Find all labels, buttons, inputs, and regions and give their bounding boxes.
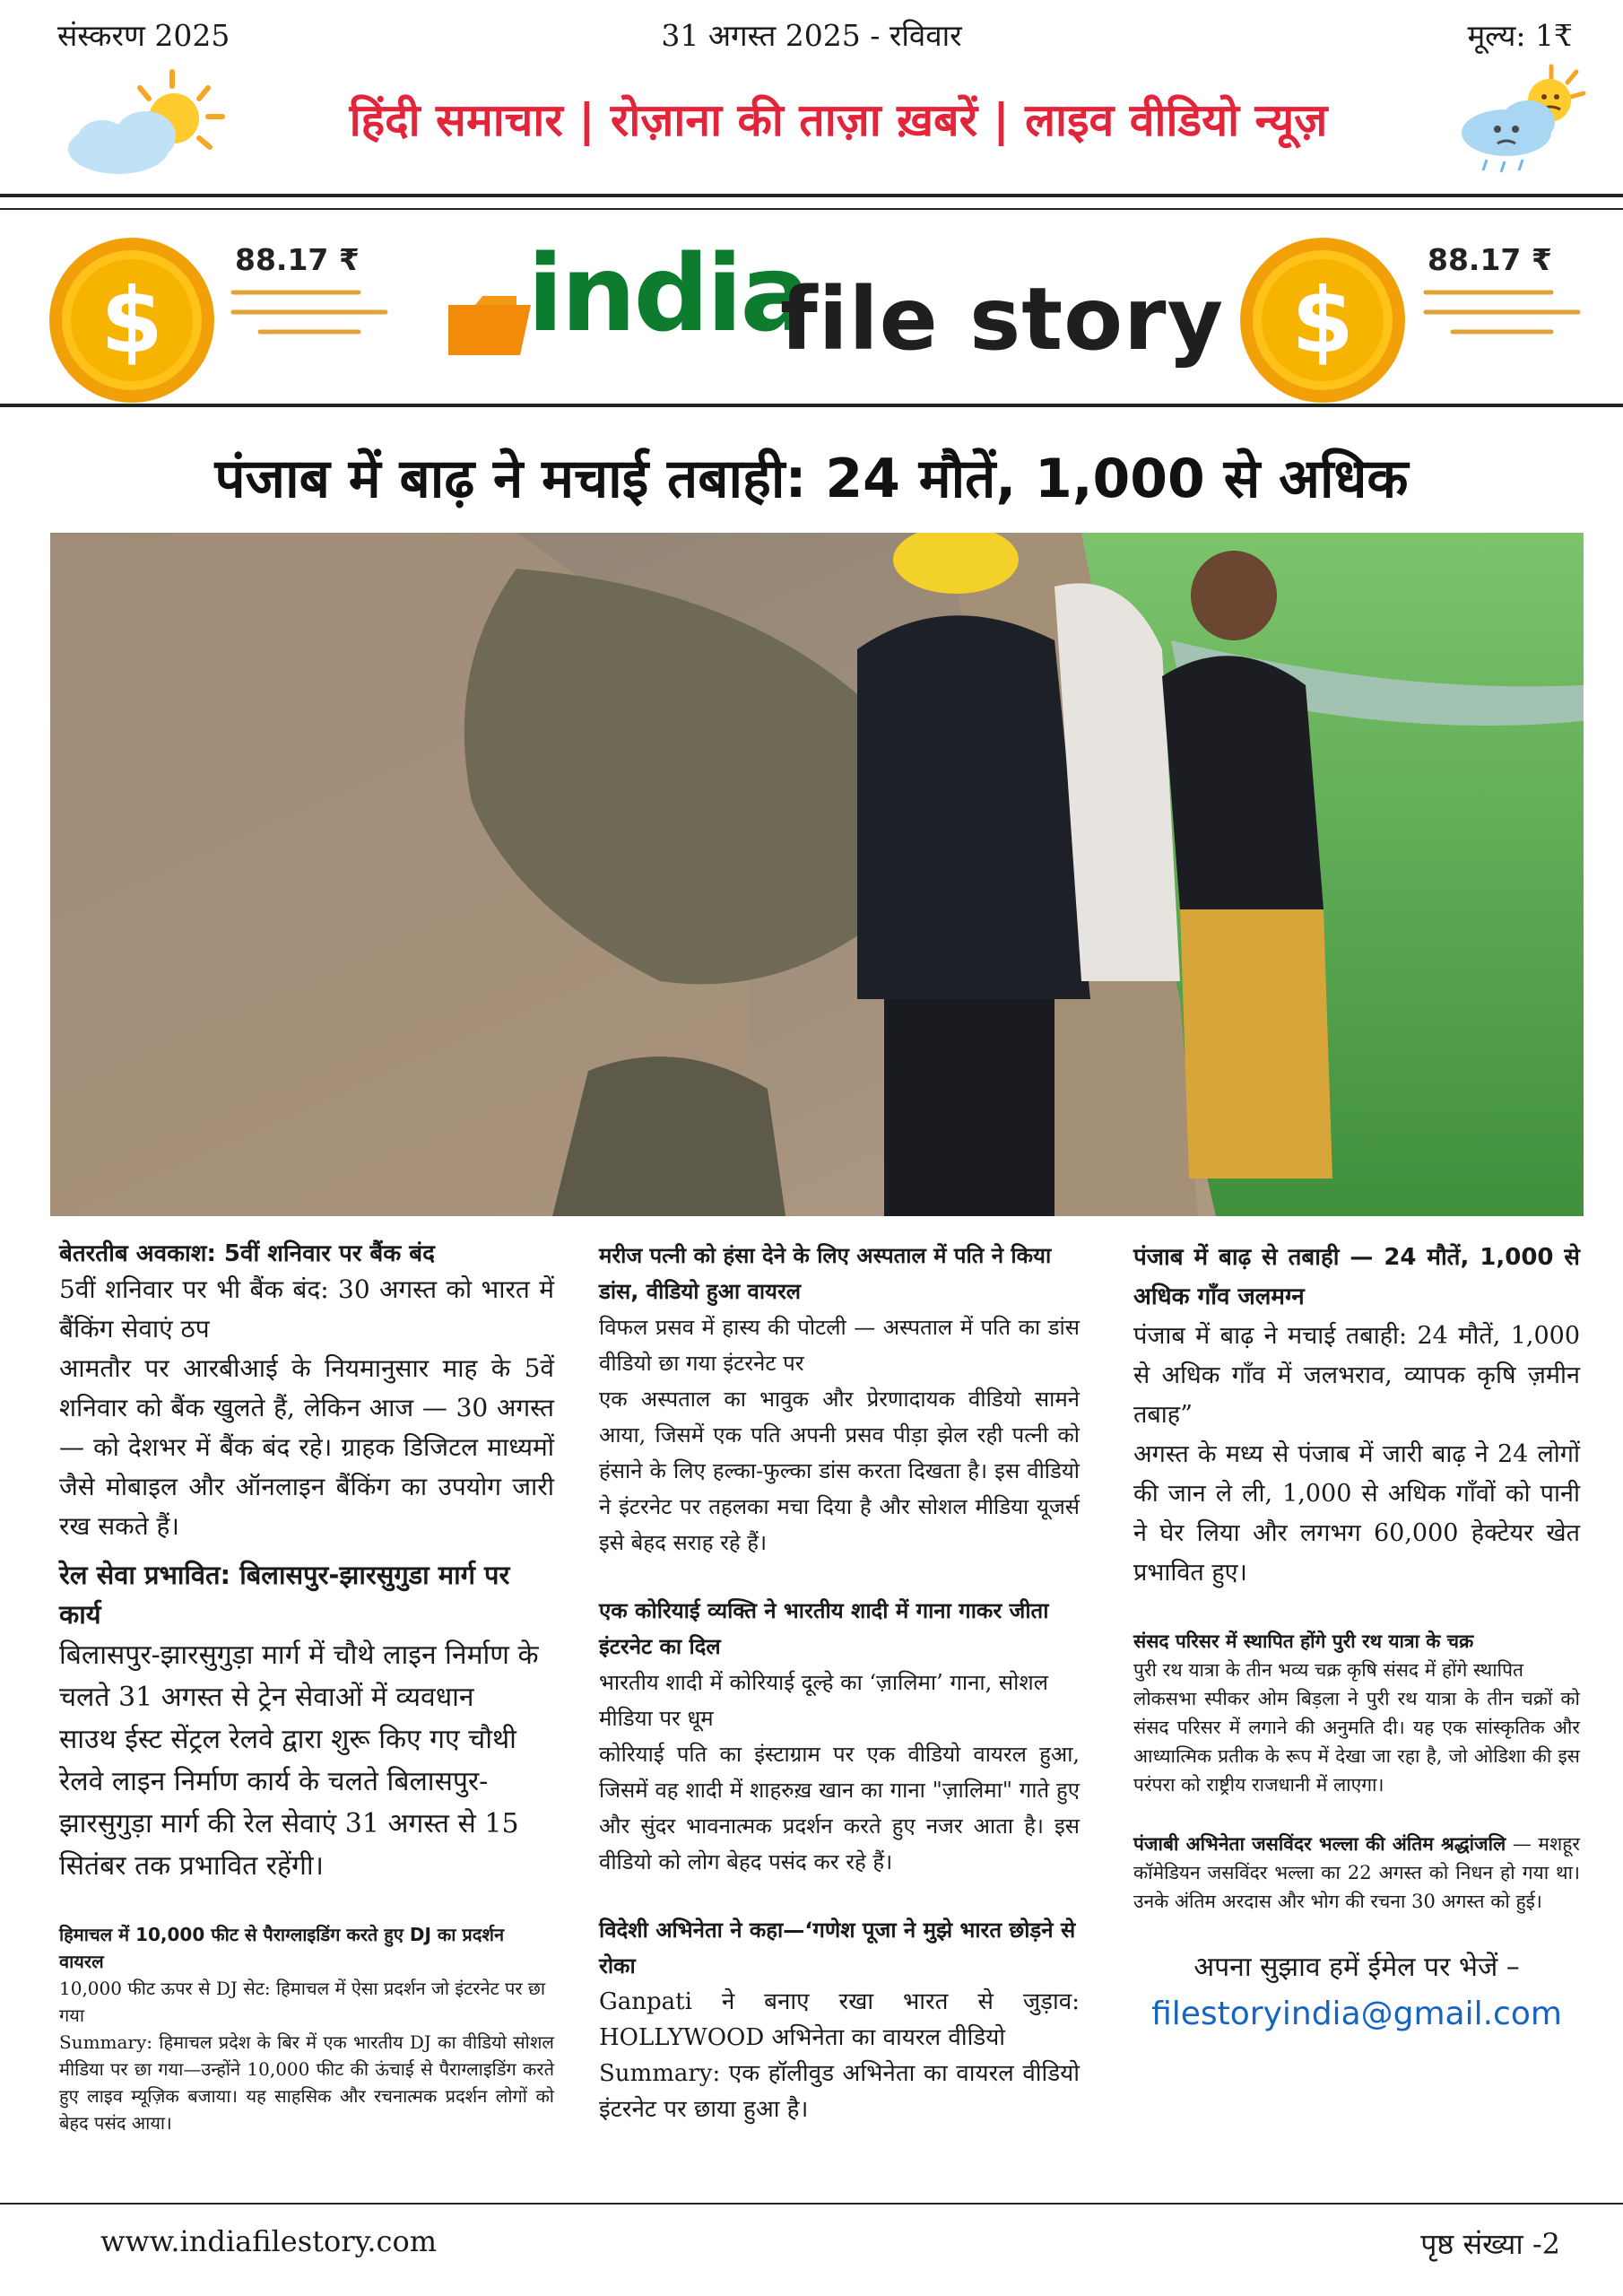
- rate-left: 88.17 ₹: [235, 242, 360, 277]
- article-korean-title: एक कोरियाई व्यक्ति ने भारतीय शादी में गाना गाकर जीता इंटरनेट का दिल: [599, 1598, 1049, 1659]
- svg-text:$: $: [100, 268, 163, 373]
- masthead-rule: [0, 404, 1623, 407]
- rate-right: 88.17 ₹: [1428, 242, 1552, 277]
- article-hospital-title: मरीज पत्नी को हंसा देने के लिए अस्पताल में पति ने किया डांस, वीडियो हुआ वायरल: [599, 1243, 1052, 1304]
- tagline-banner: हिंदी समाचार | रोज़ाना की ताज़ा ख़बरें | लाइव वीडियो न्यूज़: [349, 94, 1328, 146]
- contact-email-link[interactable]: filestoryindia@gmail.com: [1151, 1996, 1562, 2032]
- article-punjab-title: पंजाब में बाढ़ से तबाही — 24 मौतें, 1,000 से अधिक गाँव जलमग्न: [1133, 1244, 1580, 1310]
- suggestion-text: अपना सुझाव हमें ईमेल पर भेजें –: [1193, 1952, 1520, 1983]
- folder-icon: [445, 289, 534, 361]
- article-actor-subtitle: Ganpati ने बनाए रखा भारत से जुड़ाव: HOLLYWOOD अभिनेता का वायरल वीडियो: [599, 1988, 1080, 2051]
- coin-dollar-icon-left: [47, 235, 217, 405]
- speed-lines-left: [224, 285, 395, 339]
- article-hospital-subtitle: विफल प्रसव में हास्य की पोटली — अस्पताल में पति का डांस वीडियो छा गया इंटरनेट पर: [599, 1315, 1080, 1376]
- column-1: [59, 1238, 554, 2136]
- article-korean-body: कोरियाई पति का इंस्टाग्राम पर एक वीडियो वायरल हुआ, जिसमें वह शादी में शाहरुख़ खान का गाना "ज़ालिमा" गाते हुए और सुंदर भावनात्मक प्रदर्शन करते हुए नजर आता है। इस वीडियो को लोग बेहद पसंद कर रहे हैं।: [599, 1742, 1080, 1874]
- page-number: पृष्ठ संख्या -2: [1420, 2227, 1560, 2261]
- article-dj-subtitle: 10,000 फीट ऊपर से DJ सेट: हिमाचल में ऐसा प्रदर्शन जो इंटरनेट पर छा गया: [59, 1978, 546, 2026]
- logo-file-story: file story: [780, 269, 1225, 370]
- article-rail-subtitle: बिलासपुर-झारसुगुड़ा मार्ग में चौथे लाइन निर्माण के चलते 31 अगस्त से ट्रेन सेवाओं में व्यवधान: [59, 1639, 539, 1713]
- top-rule-thin: [0, 208, 1623, 210]
- price-label: मूल्य: 1₹: [1467, 18, 1573, 53]
- article-actor-title: विदेशी अभिनेता ने कहा—‘गणेश पूजा ने मुझे भारत छोड़ने से रोका: [599, 1918, 1076, 1979]
- article-rail-body: साउथ ईस्ट सेंट्रल रेलवे द्वारा शुरू किए गए चौथी रेलवे लाइन निर्माण कार्य के चलते बिलासपुर-झारसुगुड़ा मार्ग की रेल सेवाएं 31 अगस्त से 15 सितंबर तक प्रभावित रहेंगी।: [59, 1724, 519, 1882]
- article-dj-title: हिमाचल में 10,000 फीट से पैराग्लाइडिंग करते हुए DJ का प्रदर्शन वायरल: [59, 1924, 505, 1972]
- speed-lines-right: [1417, 285, 1596, 339]
- rain-cloud-icon: [1451, 61, 1594, 187]
- footer-rule: [0, 2203, 1623, 2205]
- article-rath-title: संसद परिसर में स्थापित होंगे पुरी रथ यात्रा के चक्र: [1133, 1631, 1474, 1652]
- article-bank-subtitle: 5वीं शनिवार पर भी बैंक बंद: 30 अगस्त को भारत में बैंकिंग सेवाएं ठप: [59, 1274, 554, 1344]
- flood-photo: [50, 533, 1584, 1216]
- article-hospital-body: एक अस्पताल का भावुक और प्रेरणादायक वीडियो सामने आया, जिसमें एक पति अपनी प्रसव पीड़ा झेल रही पत्नी को हंसाने के लिए हल्का-फुल्का डांस करता दिखता है। इस वीडियो ने इंटरनेट पर तहलका मचा दिया है और सोशल मीडिया यूजर्स इसे बेहद सराह रहे हैं।: [599, 1387, 1080, 1555]
- article-korean-subtitle: भारतीय शादी में कोरियाई दूल्हे का ‘ज़ालिमा’ गाना, सोशल मीडिया पर धूम: [599, 1670, 1048, 1731]
- article-bank-title: बेतरतीब अवकाश: 5वीं शनिवार पर बैंक बंद: [59, 1240, 435, 1267]
- article-bhalla-title: पंजाबी अभिनेता जसविंदर भल्ला की अंतिम श्रद्धांजलि: [1133, 1833, 1506, 1855]
- article-punjab-body: अगस्त के मध्य से पंजाब में जारी बाढ़ ने 24 लोगों की जान ले ली, 1,000 से अधिक गाँवों को पानी ने घेर लिया और लगभग 60,000 हेक्टेयर खेत प्रभावित हुए।: [1133, 1440, 1580, 1587]
- sun-cloud-icon: [56, 66, 235, 183]
- svg-text:$: $: [1291, 268, 1354, 373]
- article-rath-body: लोकसभा स्पीकर ओम बिड़ला ने पुरी रथ यात्रा के तीन चक्रों को संसद परिसर में लगाने की अनुमति दी। यह एक सांस्कृतिक और आध्यात्मिक प्रतीक के रूप में देखा जा रहा है, जो ओडिशा की इस परंपरा को राष्ट्रीय राजधानी में लाएगा।: [1133, 1688, 1580, 1796]
- article-rail-title: रेल सेवा प्रभावित: बिलासपुर-झारसुगुडा मार्ग पर कार्य: [59, 1560, 510, 1630]
- article-bhalla-body: — मशहूर कॉमेडियन जसविंदर भल्ला का 22 अगस्त को निधन हो गया था। उनके अंतिम अरदास और भोग की रचना 30 अगस्त को हुई।: [1133, 1833, 1580, 1912]
- website-link[interactable]: www.indiafilestory.com: [100, 2224, 438, 2258]
- article-rath-subtitle: पुरी रथ यात्रा के तीन भव्य चक्र कृषि संसद में होंगे स्थापित: [1133, 1659, 1523, 1681]
- edition-label: संस्करण 2025: [57, 18, 230, 53]
- article-actor-body: Summary: एक हॉलीवुड अभिनेता का वायरल वीडियो इंटरनेट पर छाया हुआ है।: [599, 2060, 1080, 2123]
- article-bank-body: आमतौर पर आरबीआई के नियमानुसार माह के 5वें शनिवार को बैंक खुलते हैं, लेकिन आज — 30 अगस्त — को देशभर में बैंक बंद रहे। ग्राहक डिजिटल माध्यमों जैसे मोबाइल और ऑनलाइन बैंकिंग का उपयोग जारी रख सकते हैं।: [59, 1353, 554, 1541]
- article-punjab-subtitle: पंजाब में बाढ़ ने मचाई तबाही: 24 मौतें, 1,000 से अधिक गाँव में जलभराव, व्यापक कृषि ज़मीन तबाह”: [1133, 1322, 1580, 1429]
- column-2: [599, 1238, 1080, 2127]
- logo-india: india: [527, 231, 809, 355]
- date-label: 31 अगस्त 2025 - रविवार: [661, 18, 962, 53]
- lead-headline: पंजाब में बाढ़ ने मचाई तबाही: 24 मौतें, 1,000 से अधिक: [214, 448, 1409, 510]
- column-3: [1133, 1238, 1580, 2041]
- article-dj-body: Summary: हिमाचल प्रदेश के बिर में एक भारतीय DJ का वीडियो सोशल मीडिया पर छा गया—उन्होंने 10,000 फीट की ऊंचाई से पैराग्लाइडिंग करते हुए लाइव म्यूज़िक बजाया। यह साहसिक और रचनात्मक प्रदर्शन लोगों को बेहद पसंद आया।: [59, 2031, 554, 2134]
- coin-dollar-icon-right: [1237, 235, 1408, 405]
- article-bhalla: [1133, 1830, 1580, 1916]
- top-rule: [0, 194, 1623, 197]
